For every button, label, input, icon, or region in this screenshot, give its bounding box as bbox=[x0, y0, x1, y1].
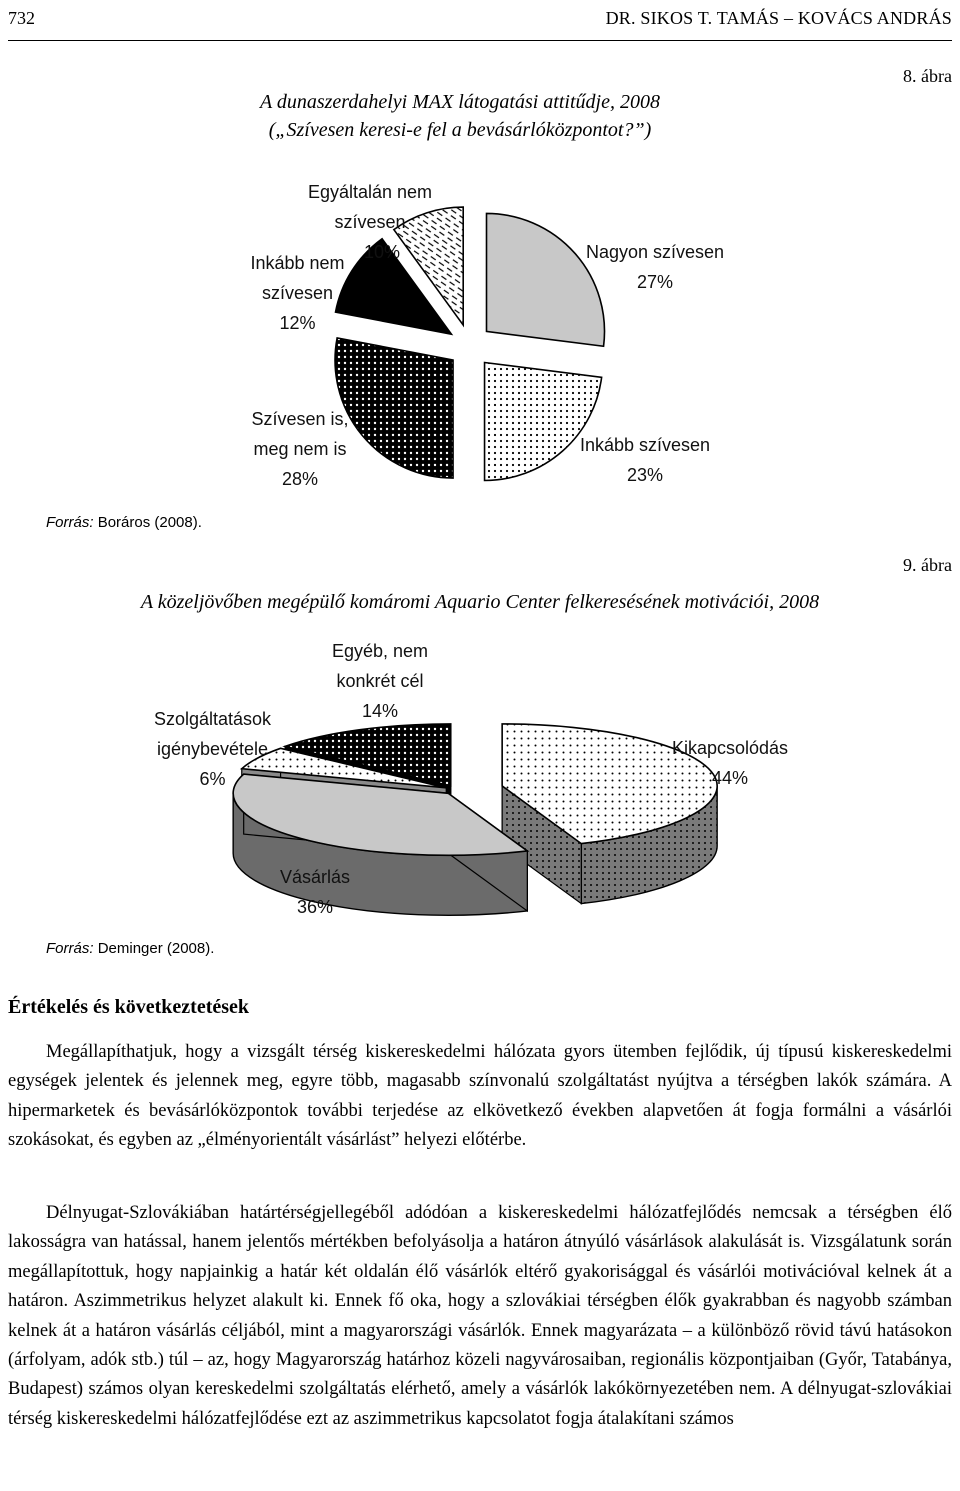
label-line: Egyáltalán nem bbox=[307, 182, 433, 202]
page-number: 732 bbox=[8, 8, 35, 28]
figure8-title-line2: („Szívesen keresi-e fel a bevásárlóközpontot?”) bbox=[268, 119, 652, 141]
source-label: Forrás: bbox=[46, 514, 94, 531]
source-text: Deminger (2008). bbox=[97, 940, 215, 957]
figure9-label-vasarlas bbox=[245, 862, 385, 922]
label-line: Inkább nem bbox=[250, 253, 345, 273]
paragraph-2: Délnyugat-Szlovákiában határtérségjellegéből adódóan a kiskereskedelmi hálózatfejlődés nemcsak a térségben élő lakosságra van hatással, hanem jelentős mértékben befolyásolja a határon átnyúló vásárlások alakulását is. Vizsgálatunk során megállapítottuk, hogy napjainkig a határ két oldalán élő vásárlók eltérő gyakorisággal és vásárlói motivációval kelnek át a határon. Aszimmetrikus helyzet alakult ki. Ennek fő oka, hogy a szlovákiai térségben élők gyakrabban és nagyobb számban kelnek át a határon vásárlás céljából, mint a magyarországi vásárlók. Ennek magyarázata – a különböző rövid távú hatásokon (árfolyam, adók stb.) túl – az, hogy Magyarország határhoz közeli nagyvárosaiban, regionális központjaiban (Győr, Tatabánya, Budapest) számos olyan kereskedelmi szolgáltatás elérhető, amely a vásárlók lakókörnyezetében nem. A délnyugat-szlovákiai térség kiskereskedelmi hálózatfejlődése ezt az aszimmetrikus kapcsolatot fogja átalakítani számos bbox=[8, 1203, 952, 1429]
label-line: 28% bbox=[281, 469, 319, 489]
figure8-title-line1: A dunaszerdahelyi MAX látogatási attitűdje, 2008 bbox=[260, 91, 660, 113]
running-title: DR. SIKOS T. TAMÁS – KOVÁCS ANDRÁS bbox=[605, 8, 952, 28]
figure9-title: A közeljövőben megépülő komáromi Aquario Center felkeresésének motivációi, 2008 bbox=[140, 591, 820, 613]
label-line: Szívesen is, bbox=[251, 409, 349, 429]
label-line: Szolgáltatások bbox=[153, 709, 272, 729]
source-text: Boráros (2008). bbox=[97, 514, 202, 531]
figure9-label-kikapcsolodas bbox=[640, 733, 820, 793]
label-line: szívesen bbox=[261, 283, 334, 303]
figure8-number: 8. ábra bbox=[903, 66, 952, 86]
label-line: Nagyon szívesen bbox=[585, 242, 725, 262]
label-line: 44% bbox=[711, 768, 749, 788]
figure8-label-10pct: 10% bbox=[363, 242, 401, 262]
label-line: igénybevétele bbox=[156, 739, 269, 759]
label-line: 12% bbox=[279, 313, 316, 333]
figure9-label-szolgaltatasok bbox=[120, 704, 305, 794]
label-line: meg nem is bbox=[253, 439, 347, 459]
figure9-number: 9. ábra bbox=[903, 555, 952, 575]
label-line: 23% bbox=[626, 465, 664, 485]
source-label: Forrás: bbox=[46, 940, 94, 957]
label-line: Vásárlás bbox=[279, 867, 351, 887]
label-line: Egyéb, nem bbox=[331, 641, 429, 661]
label-line: 14% bbox=[361, 701, 399, 721]
label-line: Inkább szívesen bbox=[579, 435, 711, 455]
section-heading: Értékelés és következtetések bbox=[8, 996, 250, 1018]
figure9-source bbox=[46, 940, 214, 957]
label-line: Kikapcsolódás bbox=[671, 738, 789, 758]
label-line: konkrét cél bbox=[336, 671, 424, 691]
paragraph-1: Megállapíthatjuk, hogy a vizsgált térség kiskereskedelmi hálózata gyors ütemben fejlődik, új típusú kiskereskedelmi egységek jelentek és jelennek meg, egyre több, magasabb színvonalú szolgáltatást nyújtva a térségben lakók számára. A hipermarketek és bevásárlóközpontok további terjedése az elkövetkező években alapvetően át fogja formálni a vásárlói szokásokat, és egyben az „élményorientált vásárlást” helyezi előtérbe. bbox=[8, 1042, 952, 1151]
label-line: 27% bbox=[636, 272, 674, 292]
label-line: 6% bbox=[199, 769, 226, 789]
label-line: szívesen bbox=[334, 212, 406, 232]
figure9-label-egyeb bbox=[300, 636, 460, 726]
label-line: 36% bbox=[296, 897, 334, 917]
